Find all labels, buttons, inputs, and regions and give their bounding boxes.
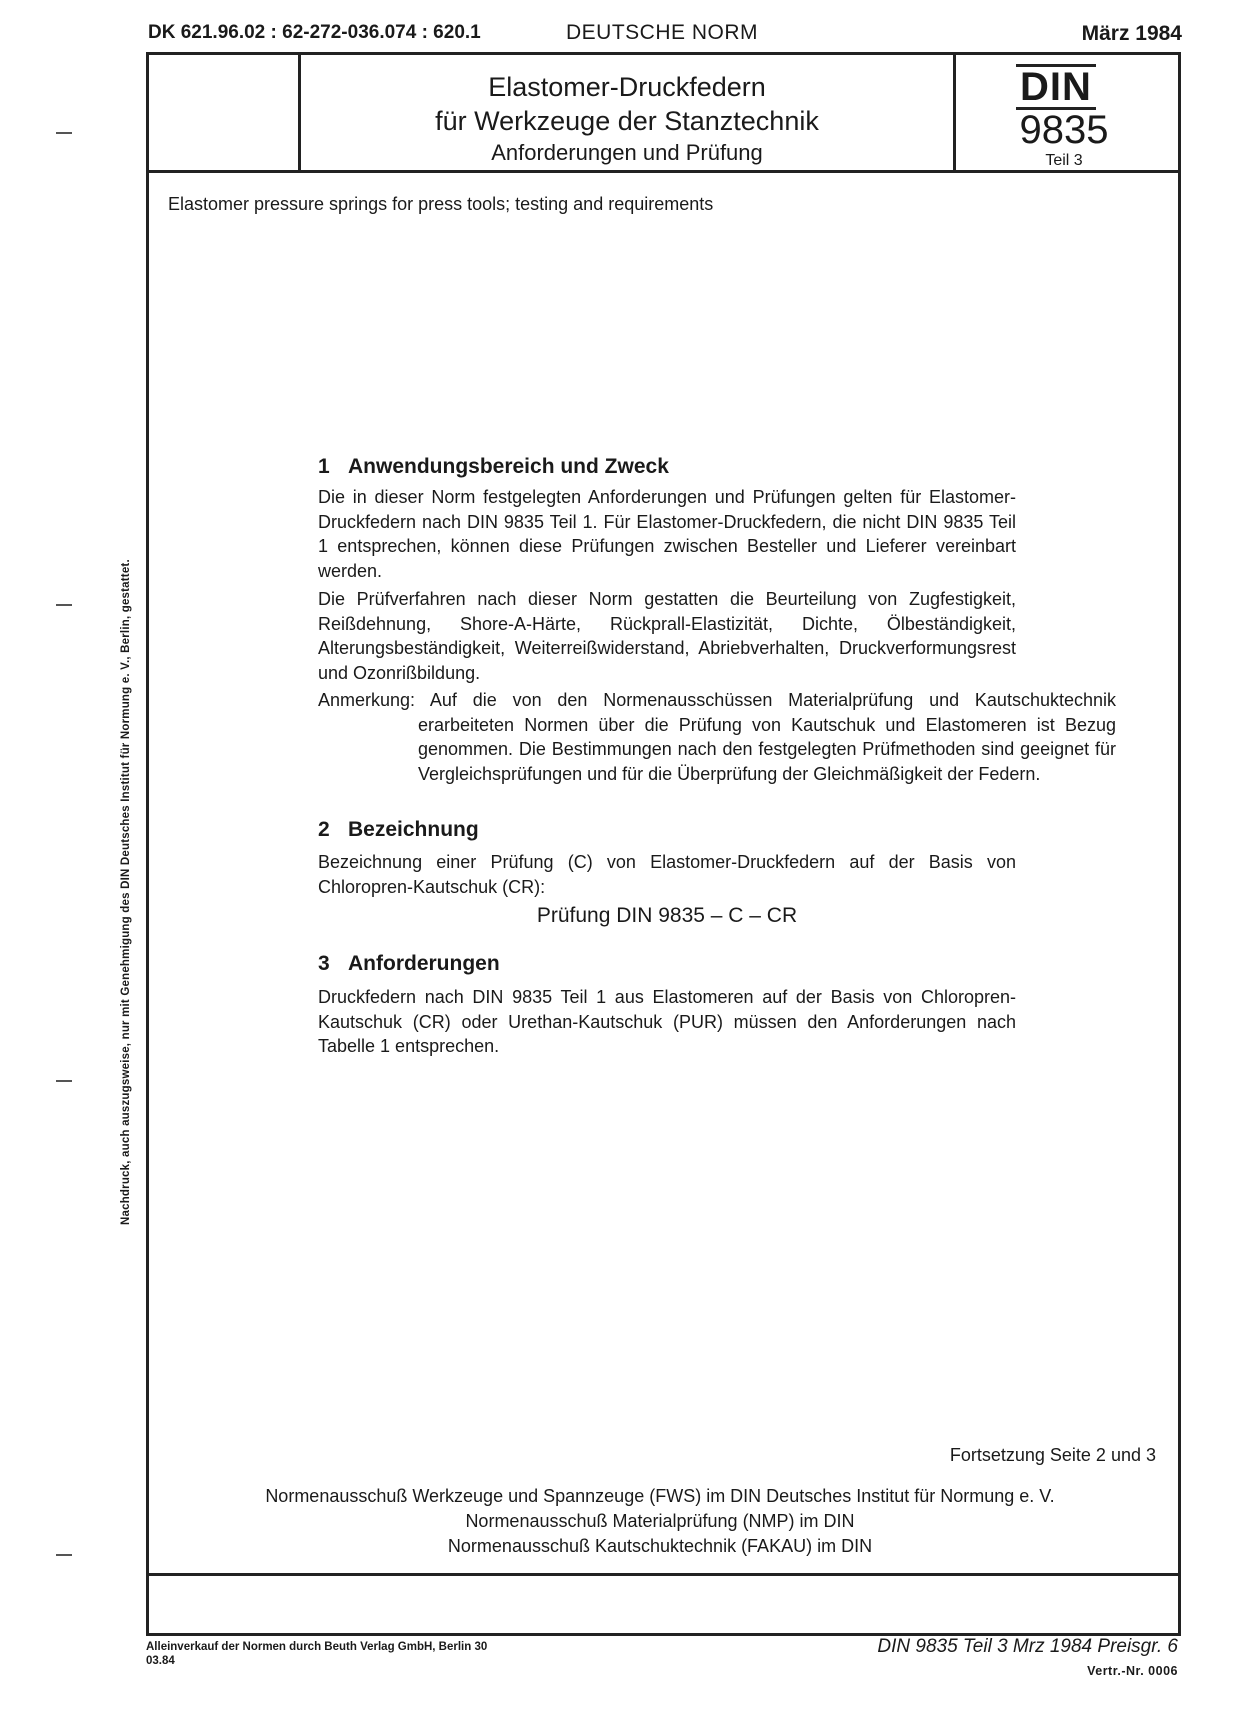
section-3-paragraph-1: Druckfedern nach DIN 9835 Teil 1 aus Elastomeren auf der Basis von Chloropren-Kautschuk (CR) oder Urethan-Kautschuk (PUR) müssen den Anforderungen nach Tabelle 1 entsprechen. — [318, 987, 1016, 1056]
section-title: Anforderungen — [348, 952, 500, 975]
section-2-paragraph-1: Bezeichnung einer Prüfung (C) von Elastomer-Druckfedern auf der Basis von Chloropren-Kautschuk (CR): — [318, 852, 1016, 897]
classification-code: DK 621.96.02 : 62-272-036.074 : 620.1 — [148, 22, 481, 43]
continuation-note: Fortsetzung Seite 2 und 3 — [949, 1445, 1156, 1465]
title-line-2: für Werkzeuge der Stanztechnik — [435, 106, 819, 136]
title-block-bottom-rule — [146, 170, 1181, 173]
section-number: 3 — [318, 952, 330, 975]
margin-mark — [56, 132, 72, 134]
margin-mark — [56, 604, 72, 606]
footer-block-rule — [146, 1573, 1181, 1576]
margin-mark — [56, 1080, 72, 1082]
section-3-heading — [318, 952, 1016, 976]
section-1-note: Anmerkung: Auf die von den Normenausschüssen Materialprüfung und Kautschuktechnik erarbeiteten Normen über die Prüfung von Kautschuk und Elastomeren ist Bezug genommen. Die Bestimmungen nach den festgelegten Prüfmethoden sind geeignet für Vergleichsprüfungen und für die Überprüfung der Gleichmäßigkeit der Federn. — [318, 690, 1116, 784]
section-number: 1 — [318, 455, 330, 478]
footer-vertr-number: Vertr.-Nr. 0006 — [1087, 1664, 1178, 1678]
footer-reference: DIN 9835 Teil 3 Mrz 1984 Preisgr. 6 — [877, 1636, 1178, 1657]
edition-code: 03.84 — [146, 1655, 175, 1667]
page-frame — [146, 52, 1181, 1636]
copyright-notice: Nachdruck, auch auszugsweise, nur mit Genehmigung des DIN Deutsches Institut für Normung e. V., Berlin, gestattet. — [120, 559, 132, 1225]
section-title: Bezeichnung — [348, 818, 479, 841]
section-title: Anwendungsbereich und Zweck — [348, 455, 669, 478]
section-1-paragraph-2: Die Prüfverfahren nach dieser Norm gestatten die Beurteilung von Zugfestigkeit, Reißdehnung, Shore-A-Härte, Rückprall-Elastizität, Dichte, Ölbeständigkeit, Alterungsbeständigkeit, Weiterreißwiderstand, Abriebverhalten, Druckverformungsrest und Ozonrißbildung. — [318, 589, 1016, 683]
english-title: Elastomer pressure springs for press tools; testing and requirements — [168, 194, 714, 214]
footer-distribution — [146, 1640, 487, 1668]
responsible-committee-2: Normenausschuß Materialprüfung (NMP) im DIN — [465, 1511, 855, 1531]
publication-date: März 1984 — [1081, 22, 1182, 45]
section-2-heading — [318, 818, 1016, 842]
document-type: DEUTSCHE NORM — [566, 21, 759, 44]
title-line-3: Anforderungen und Prüfung — [491, 140, 763, 165]
title-line-1: Elastomer-Druckfedern — [488, 72, 766, 102]
margin-mark — [56, 1554, 72, 1556]
din-logo: DIN — [1016, 64, 1096, 110]
section-1-heading — [318, 455, 1016, 479]
standard-part: Teil 3 — [1045, 152, 1083, 169]
responsible-committee-3: Normenausschuß Kautschuktechnik (FAKAU) im DIN — [447, 1536, 873, 1556]
standard-number: 9835 — [1019, 108, 1109, 152]
designation-example: Prüfung DIN 9835 – C – CR — [536, 904, 798, 927]
responsible-committee-1: Normenausschuß Werkzeuge und Spannzeuge (FWS) im DIN Deutsches Institut für Normung e. V. — [265, 1486, 1055, 1506]
section-1-paragraph-1: Die in dieser Norm festgelegten Anforderungen und Prüfungen gelten für Elastomer-Druckfedern nach DIN 9835 Teil 1. Für Elastomer-Druckfedern, die nicht DIN 9835 Teil 1 entsprechen, können diese Prüfungen zwischen Besteller und Lieferer vereinbart werden. — [318, 487, 1016, 581]
section-number: 2 — [318, 818, 330, 841]
distribution-text: Alleinverkauf der Normen durch Beuth Verlag GmbH, Berlin 30 — [146, 1641, 488, 1653]
